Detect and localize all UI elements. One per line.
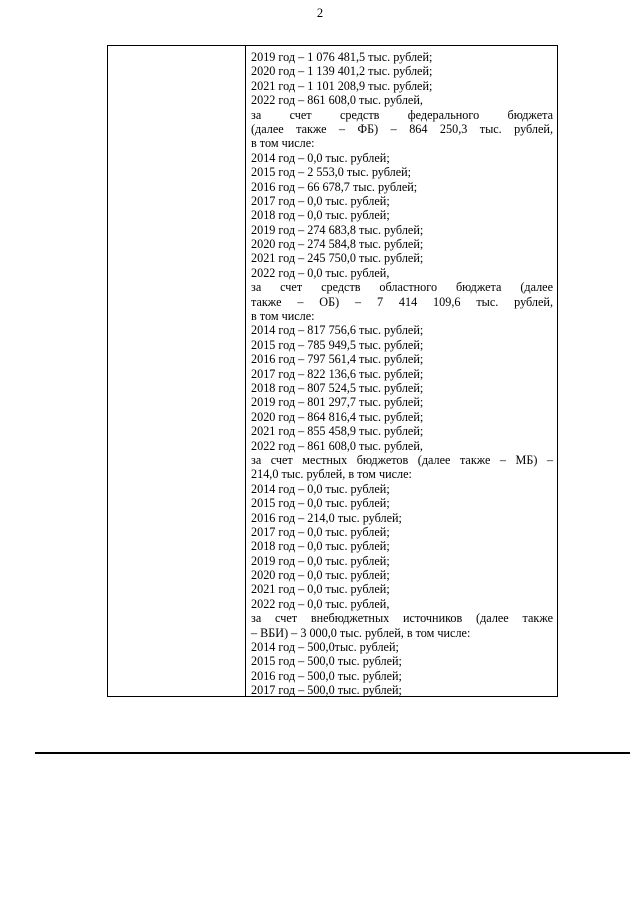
text-line: 2016 год – 66 678,7 тыс. рублей; — [251, 179, 418, 194]
text-line: 2015 год – 0,0 тыс. рублей; — [251, 496, 390, 511]
page-number: 2 — [316, 6, 324, 20]
text-line: 2020 год – 274 584,8 тыс. рублей; — [251, 237, 424, 252]
text-line: 2020 год – 1 139 401,2 тыс. рублей; — [251, 64, 433, 79]
text-line: 2019 год – 274 683,8 тыс. рублей; — [251, 222, 424, 237]
text-line: 2018 год – 0,0 тыс. рублей; — [251, 208, 390, 223]
text-line: 2022 год – 0,0 тыс. рублей, — [251, 596, 390, 611]
text-line: 2016 год – 500,0 тыс. рублей; — [251, 668, 402, 683]
text-line: 2021 год – 245 750,0 тыс. рублей; — [251, 251, 424, 266]
text-line: 2015 год – 2 553,0 тыс. рублей; — [251, 165, 412, 180]
table-right-cell — [251, 50, 553, 698]
text-line: 2022 год – 861 608,0 тыс. рублей, — [251, 93, 423, 108]
text-line: 2019 год – 801 297,7 тыс. рублей; — [251, 395, 424, 410]
footer-divider — [35, 752, 630, 754]
text-line: 2021 год – 0,0 тыс. рублей; — [251, 582, 390, 597]
text-line: 2014 год – 0,0 тыс. рублей; — [251, 481, 390, 496]
text-line: 2021 год – 1 101 208,9 тыс. рублей; — [251, 78, 433, 93]
text-line: за счет местных бюджетов (далее также – МБ) – — [251, 452, 553, 467]
text-line: в том числе: — [251, 309, 315, 324]
funding-table — [107, 45, 558, 697]
text-line: 2014 год – 0,0 тыс. рублей; — [251, 150, 390, 165]
text-line: – ВБИ) – 3 000,0 тыс. рублей, в том числе: — [251, 625, 471, 640]
text-line: 2019 год – 1 076 481,5 тыс. рублей; — [251, 50, 433, 64]
text-line: 2020 год – 0,0 тыс. рублей; — [251, 568, 390, 583]
text-line: за счет средств федерального бюджета — [251, 107, 553, 122]
text-line: 2015 год – 785 949,5 тыс. рублей; — [251, 337, 424, 352]
text-line: также – ОБ) – 7 414 109,6 тыс. рублей, — [251, 294, 553, 309]
table-left-cell — [108, 46, 246, 696]
text-line: 2017 год – 0,0 тыс. рублей; — [251, 193, 390, 208]
text-line: 2017 год – 500,0 тыс. рублей; — [251, 683, 402, 698]
text-line: 2017 год – 0,0 тыс. рублей; — [251, 524, 390, 539]
text-line: за счет внебюджетных источников (далее также — [251, 611, 553, 626]
text-line: 2018 год – 807 524,5 тыс. рублей; — [251, 380, 424, 395]
text-line: в том числе: — [251, 136, 315, 151]
text-line: 2022 год – 861 608,0 тыс. рублей, — [251, 438, 423, 453]
text-line: 2014 год – 817 756,6 тыс. рублей; — [251, 323, 424, 338]
text-line: 2019 год – 0,0 тыс. рублей; — [251, 553, 390, 568]
text-line: 2017 год – 822 136,6 тыс. рублей; — [251, 366, 424, 381]
text-line: 2022 год – 0,0 тыс. рублей, — [251, 265, 390, 280]
text-line: 2014 год – 500,0тыс. рублей; — [251, 640, 399, 655]
text-line: 2021 год – 855 458,9 тыс. рублей; — [251, 424, 424, 439]
text-line: 2016 год – 214,0 тыс. рублей; — [251, 510, 402, 525]
text-line: 2016 год – 797 561,4 тыс. рублей; — [251, 352, 424, 367]
text-line: 214,0 тыс. рублей, в том числе: — [251, 467, 412, 482]
text-line: за счет средств областного бюджета (далее — [251, 280, 553, 295]
text-line: 2020 год – 864 816,4 тыс. рублей; — [251, 409, 424, 424]
text-line: (далее также – ФБ) – 864 250,3 тыс. рублей, — [251, 121, 553, 136]
text-line: 2015 год – 500,0 тыс. рублей; — [251, 654, 402, 669]
text-line: 2018 год – 0,0 тыс. рублей; — [251, 539, 390, 554]
